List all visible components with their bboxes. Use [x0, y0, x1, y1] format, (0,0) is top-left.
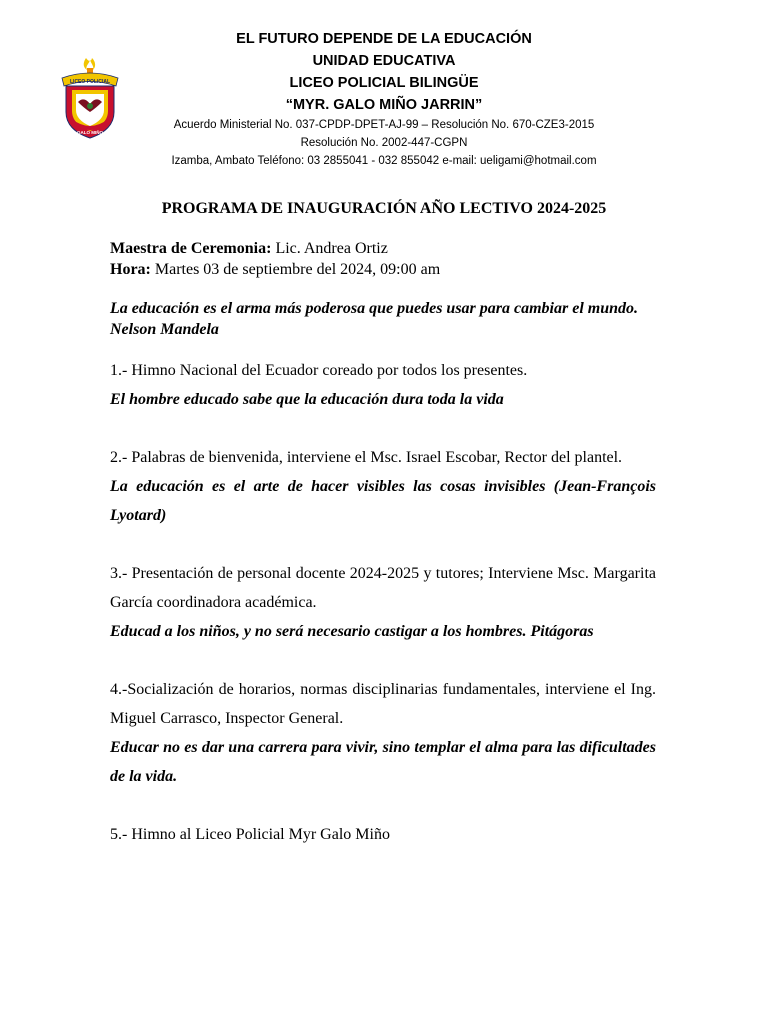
header-unit: UNIDAD EDUCATIVA [312, 53, 456, 69]
program-item [110, 820, 656, 849]
header-school: LICEO POLICIAL BILINGÜE [289, 75, 479, 91]
intro-quote: La educación es el arma más poderosa que puedes usar para cambiar el mundo. Nelson Mandela [110, 300, 639, 338]
host-value: Lic. Andrea Ortiz [271, 240, 388, 257]
document-body [110, 200, 656, 849]
header-school-name: “MYR. GALO MIÑO JARRIN” [285, 97, 483, 113]
program-item [110, 675, 656, 791]
ceremony-host [110, 238, 656, 259]
program-item [110, 559, 656, 646]
header-acuerdo: Acuerdo Ministerial No. 037-CPDP-DPET-AJ-99 – Resolución No. 670-CZE3-2015 [173, 119, 595, 131]
logo-text-bottom: GALO MIÑO [77, 130, 103, 135]
header-motto: EL FUTURO DEPENDE DE LA EDUCACIÓN [236, 31, 532, 47]
program-item-quote: El hombre educado sabe que la educación dura toda la vida [110, 391, 504, 408]
host-label: Maestra de Ceremonia: [110, 240, 272, 257]
header-resolucion: Resolución No. 2002-447-CGPN [300, 137, 468, 149]
program-item-quote: La educación es el arte de hacer visibles las cosas invisibles (Jean-François Lyotard) [110, 478, 656, 524]
program-item-text: 3.- Presentación de personal docente 2024-2025 y tutores; Interviene Msc. Margarita García coordinadora académica. [110, 565, 656, 611]
program-item-text: 4.-Socialización de horarios, normas disciplinarias fundamentales, interviene el Ing. Miguel Carrasco, Inspector General. [110, 681, 656, 727]
program-item-quote: Educad a los niños, y no será necesario castigar a los hombres. Pitágoras [110, 623, 594, 640]
time-label: Hora: [110, 261, 151, 278]
program-item-text: 5.- Himno al Liceo Policial Myr Galo Miño [110, 826, 390, 843]
ceremony-info [110, 238, 656, 280]
program-item-text: 2.- Palabras de bienvenida, interviene el Msc. Israel Escobar, Rector del plantel. [110, 449, 623, 466]
program-item [110, 356, 656, 414]
program-item-quote: Educar no es dar una carrera para vivir, sino templar el alma para las dificultades de la vida. [110, 739, 656, 785]
program-item [110, 443, 656, 530]
program-item-text: 1.- Himno Nacional del Ecuador coreado por todos los presentes. [110, 362, 528, 379]
document-title: PROGRAMA DE INAUGURACIÓN AÑO LECTIVO 2024-2025 [161, 200, 607, 217]
letterhead [0, 28, 768, 170]
time-value: Martes 03 de septiembre del 2024, 09:00 am [150, 261, 441, 278]
header-contact: Izamba, Ambato Teléfono: 03 2855041 - 032 855042 e-mail: ueligami@hotmail.com [171, 155, 597, 167]
ceremony-time [110, 259, 656, 280]
logo-text-top: LICEO POLICIAL [70, 79, 110, 85]
